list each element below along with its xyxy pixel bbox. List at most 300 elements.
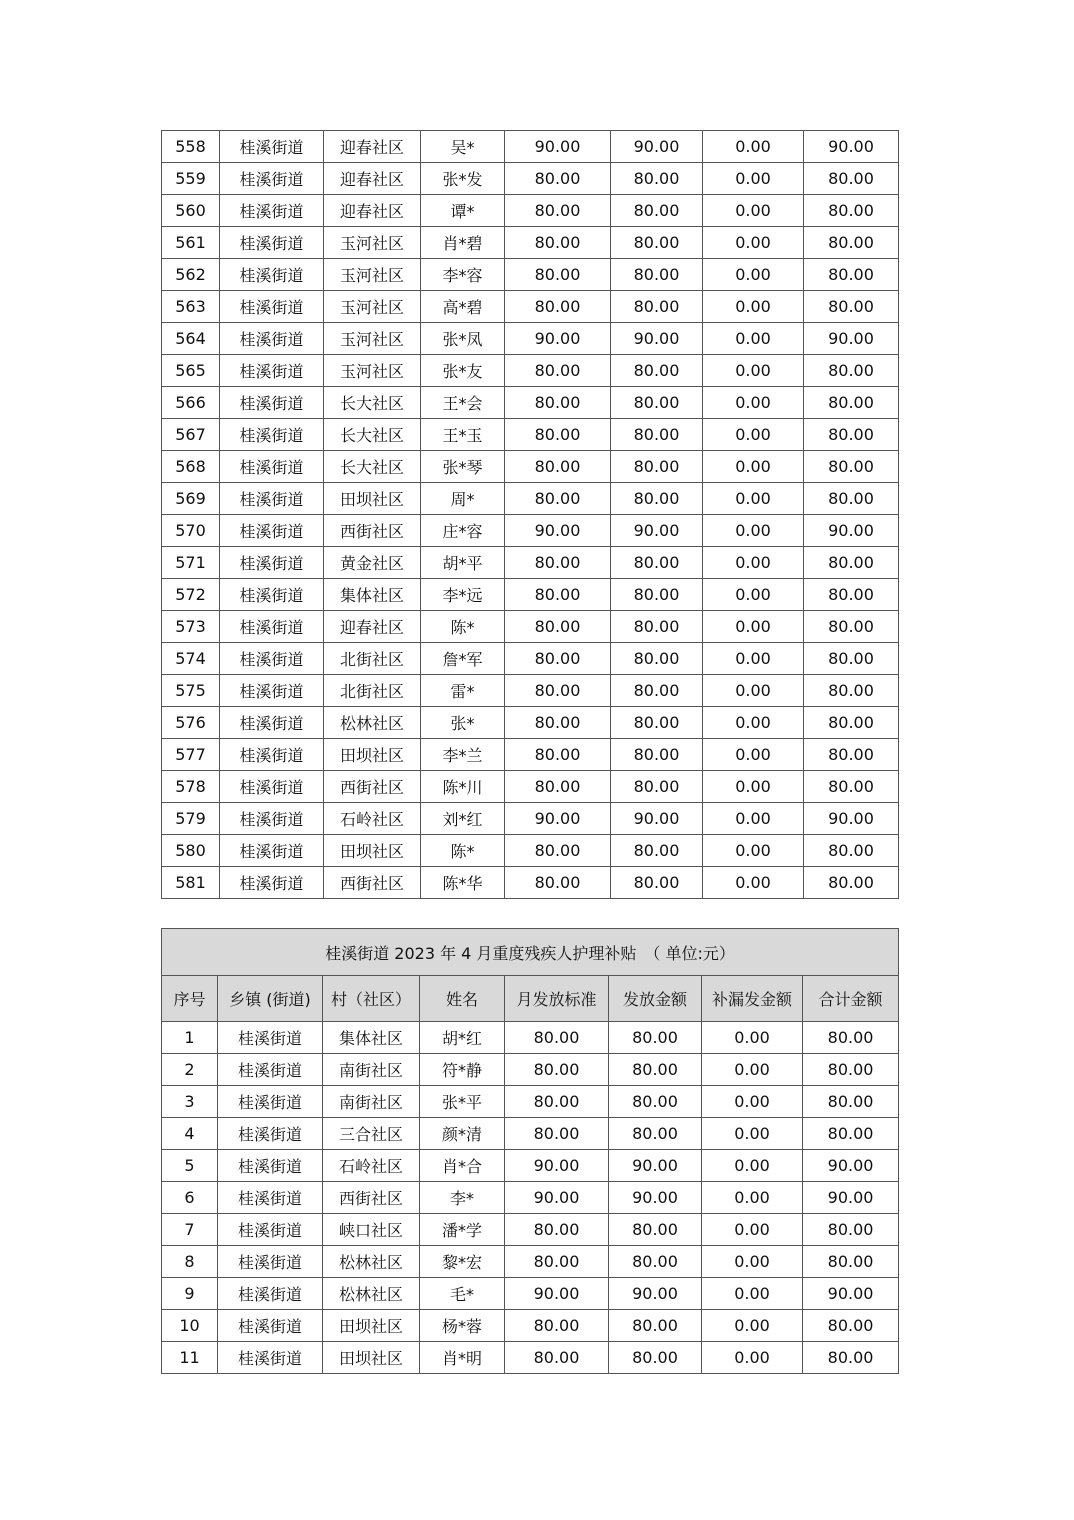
- table-cell: 80.00: [505, 451, 611, 483]
- table-cell: 80.00: [611, 355, 703, 387]
- table-cell: 80.00: [609, 1054, 702, 1086]
- table-cell: 80.00: [505, 355, 611, 387]
- table-cell: 80.00: [803, 1054, 899, 1086]
- table-cell: 80.00: [804, 419, 899, 451]
- table-cell: 桂溪街道: [220, 835, 324, 867]
- table-row: [162, 867, 899, 899]
- table-cell: 80.00: [505, 1086, 609, 1118]
- column-header: 发放金额: [609, 976, 702, 1022]
- table-cell: 峡口社区: [323, 1214, 420, 1246]
- table-cell: 6: [162, 1182, 218, 1214]
- table-cell: 桂溪街道: [218, 1022, 323, 1054]
- table-cell: 桂溪街道: [220, 611, 324, 643]
- table-cell: 陈*: [421, 611, 505, 643]
- table-cell: 80.00: [505, 291, 611, 323]
- table-cell: 张*发: [421, 163, 505, 195]
- table-row: [162, 131, 899, 163]
- table-row: [162, 515, 899, 547]
- table-cell: 80.00: [505, 611, 611, 643]
- table-row: [162, 291, 899, 323]
- table-cell: 80.00: [505, 707, 611, 739]
- column-header: 乡镇 (街道): [218, 976, 323, 1022]
- table-cell: 90.00: [609, 1150, 702, 1182]
- table-cell: 90.00: [803, 1182, 899, 1214]
- table-cell: 李*容: [421, 259, 505, 291]
- table-cell: 0.00: [703, 163, 804, 195]
- table-cell: 80.00: [804, 547, 899, 579]
- table-cell: 0.00: [703, 195, 804, 227]
- table-cell: 80.00: [804, 163, 899, 195]
- table-cell: 桂溪街道: [218, 1054, 323, 1086]
- table-cell: 桂溪街道: [218, 1310, 323, 1342]
- table-cell: 80.00: [804, 643, 899, 675]
- table-cell: 90.00: [505, 1278, 609, 1310]
- table-cell: 桂溪街道: [220, 515, 324, 547]
- table-cell: 李*远: [421, 579, 505, 611]
- table-cell: 80.00: [609, 1342, 702, 1374]
- table-cell: 90.00: [804, 323, 899, 355]
- table-row: [162, 835, 899, 867]
- table-cell: 李*: [420, 1182, 505, 1214]
- table-cell: 561: [162, 227, 220, 259]
- table-cell: 0.00: [703, 835, 804, 867]
- table-cell: 桂溪街道: [218, 1118, 323, 1150]
- table-cell: 桂溪街道: [220, 547, 324, 579]
- table-cell: 80.00: [505, 1118, 609, 1150]
- table-cell: 80.00: [804, 867, 899, 899]
- table-cell: 北街社区: [324, 675, 421, 707]
- table-row: [162, 803, 899, 835]
- table-cell: 80.00: [505, 483, 611, 515]
- table-cell: 2: [162, 1054, 218, 1086]
- table-cell: 桂溪街道: [220, 451, 324, 483]
- table-cell: 0.00: [703, 451, 804, 483]
- table-cell: 王*玉: [421, 419, 505, 451]
- table-cell: 80.00: [609, 1086, 702, 1118]
- table-cell: 迎春社区: [324, 195, 421, 227]
- table-cell: 80.00: [505, 771, 611, 803]
- table-cell: 0.00: [703, 291, 804, 323]
- table-cell: 80.00: [611, 387, 703, 419]
- table-cell: 桂溪街道: [220, 803, 324, 835]
- table-cell: 王*会: [421, 387, 505, 419]
- table-cell: 558: [162, 131, 220, 163]
- table-cell: 长大社区: [324, 451, 421, 483]
- table-cell: 陈*华: [421, 867, 505, 899]
- table-cell: 559: [162, 163, 220, 195]
- table-row: [162, 643, 899, 675]
- table-cell: 80.00: [803, 1342, 899, 1374]
- table-cell: 0.00: [703, 803, 804, 835]
- table-cell: 80.00: [505, 163, 611, 195]
- table-cell: 玉河社区: [324, 291, 421, 323]
- table-cell: 80.00: [505, 419, 611, 451]
- table-cell: 80.00: [611, 643, 703, 675]
- table-cell: 桂溪街道: [220, 227, 324, 259]
- table-cell: 陈*川: [421, 771, 505, 803]
- table-row: [162, 547, 899, 579]
- table-cell: 0.00: [702, 1246, 803, 1278]
- table-cell: 田坝社区: [324, 835, 421, 867]
- table-cell: 0.00: [702, 1310, 803, 1342]
- table-row: [162, 1310, 899, 1342]
- table-cell: 0.00: [702, 1150, 803, 1182]
- table-cell: 桂溪街道: [220, 483, 324, 515]
- table-cell: 90.00: [804, 515, 899, 547]
- table-row: [162, 1086, 899, 1118]
- table-cell: 西街社区: [324, 515, 421, 547]
- table-cell: 1: [162, 1022, 218, 1054]
- table-cell: 80.00: [611, 739, 703, 771]
- table-cell: 80.00: [611, 707, 703, 739]
- table-cell: 564: [162, 323, 220, 355]
- table-cell: 576: [162, 707, 220, 739]
- column-header: 序号: [162, 976, 218, 1022]
- table-cell: 80.00: [611, 259, 703, 291]
- table-cell: 肖*合: [420, 1150, 505, 1182]
- table-cell: 玉河社区: [324, 355, 421, 387]
- table-cell: 桂溪街道: [220, 195, 324, 227]
- table-cell: 0.00: [703, 483, 804, 515]
- table-row: [162, 1118, 899, 1150]
- table-cell: 0.00: [702, 1278, 803, 1310]
- table-cell: 南街社区: [323, 1086, 420, 1118]
- table-cell: 松林社区: [324, 707, 421, 739]
- table-cell: 574: [162, 643, 220, 675]
- table-cell: 80.00: [803, 1022, 899, 1054]
- table-cell: 569: [162, 483, 220, 515]
- table-cell: 0.00: [703, 227, 804, 259]
- table-cell: 580: [162, 835, 220, 867]
- table-cell: 80.00: [505, 1342, 609, 1374]
- table-cell: 90.00: [505, 803, 611, 835]
- table-cell: 西街社区: [323, 1182, 420, 1214]
- table-cell: 80.00: [803, 1118, 899, 1150]
- table-cell: 0.00: [702, 1342, 803, 1374]
- table-cell: 高*碧: [421, 291, 505, 323]
- table-cell: 集体社区: [323, 1022, 420, 1054]
- table-cell: 0.00: [703, 131, 804, 163]
- table-cell: 0.00: [703, 611, 804, 643]
- table-cell: 80.00: [804, 227, 899, 259]
- table-cell: 0.00: [703, 771, 804, 803]
- table-cell: 0.00: [702, 1022, 803, 1054]
- table-cell: 北街社区: [324, 643, 421, 675]
- table-cell: 90.00: [505, 131, 611, 163]
- table-cell: 80.00: [804, 835, 899, 867]
- table-cell: 80.00: [611, 451, 703, 483]
- table-cell: 桂溪街道: [220, 131, 324, 163]
- table-row: [162, 1054, 899, 1086]
- table-row: [162, 611, 899, 643]
- table-cell: 潘*学: [420, 1214, 505, 1246]
- table-row: [162, 355, 899, 387]
- table-cell: 0.00: [703, 515, 804, 547]
- table-cell: 刘*红: [421, 803, 505, 835]
- table-cell: 松林社区: [323, 1246, 420, 1278]
- table-cell: 田坝社区: [324, 739, 421, 771]
- table-cell: 570: [162, 515, 220, 547]
- continuation-table-body: [162, 131, 899, 899]
- table-row: [162, 483, 899, 515]
- subsidy-table: [161, 928, 899, 1374]
- table-cell: 0.00: [703, 643, 804, 675]
- table-cell: 80.00: [803, 1086, 899, 1118]
- column-header: 合计金额: [803, 976, 899, 1022]
- table-cell: 90.00: [505, 323, 611, 355]
- table-cell: 80.00: [505, 195, 611, 227]
- table-cell: 80.00: [505, 227, 611, 259]
- table-cell: 90.00: [803, 1278, 899, 1310]
- table-cell: 90.00: [505, 515, 611, 547]
- table-cell: 80.00: [609, 1214, 702, 1246]
- table-cell: 雷*: [421, 675, 505, 707]
- table-cell: 90.00: [609, 1182, 702, 1214]
- column-header: 月发放标准: [505, 976, 609, 1022]
- table-row: [162, 739, 899, 771]
- table-cell: 80.00: [804, 387, 899, 419]
- table-cell: 桂溪街道: [220, 355, 324, 387]
- table-cell: 肖*明: [420, 1342, 505, 1374]
- table-cell: 桂溪街道: [218, 1278, 323, 1310]
- table-cell: 80.00: [505, 259, 611, 291]
- table-cell: 565: [162, 355, 220, 387]
- table-cell: 张*平: [420, 1086, 505, 1118]
- table-cell: 80.00: [611, 195, 703, 227]
- table-row: [162, 451, 899, 483]
- table-cell: 80.00: [611, 419, 703, 451]
- table-row: [162, 1342, 899, 1374]
- table-cell: 80.00: [611, 579, 703, 611]
- table-cell: 80.00: [611, 483, 703, 515]
- table-cell: 80.00: [505, 867, 611, 899]
- column-header: 补漏发金额: [702, 976, 803, 1022]
- table-cell: 90.00: [611, 131, 703, 163]
- table-cell: 575: [162, 675, 220, 707]
- table-cell: 桂溪街道: [220, 675, 324, 707]
- table-cell: 桂溪街道: [218, 1150, 323, 1182]
- table-cell: 吴*: [421, 131, 505, 163]
- table-cell: 0.00: [703, 867, 804, 899]
- table-cell: 桂溪街道: [220, 323, 324, 355]
- table-cell: 南街社区: [323, 1054, 420, 1086]
- table-cell: 松林社区: [323, 1278, 420, 1310]
- table-cell: 桂溪街道: [218, 1342, 323, 1374]
- table-cell: 田坝社区: [323, 1342, 420, 1374]
- table-cell: 581: [162, 867, 220, 899]
- table-title: 桂溪街道 2023 年 4 月重度残疾人护理补贴 （ 单位:元）: [162, 929, 899, 976]
- table-cell: 李*兰: [421, 739, 505, 771]
- table-cell: 0.00: [703, 259, 804, 291]
- table-row: [162, 1214, 899, 1246]
- table-cell: 573: [162, 611, 220, 643]
- table-cell: 胡*平: [421, 547, 505, 579]
- table-cell: 张*友: [421, 355, 505, 387]
- table-row: [162, 771, 899, 803]
- table-cell: 90.00: [609, 1278, 702, 1310]
- table-cell: 560: [162, 195, 220, 227]
- table-cell: 周*: [421, 483, 505, 515]
- table-cell: 11: [162, 1342, 218, 1374]
- table-cell: 80.00: [505, 643, 611, 675]
- table-cell: 80.00: [609, 1022, 702, 1054]
- table-cell: 80.00: [505, 675, 611, 707]
- table-cell: 桂溪街道: [220, 707, 324, 739]
- table-cell: 80.00: [803, 1214, 899, 1246]
- table-row: [162, 163, 899, 195]
- table-cell: 玉河社区: [324, 259, 421, 291]
- table-row: [162, 1150, 899, 1182]
- table-cell: 田坝社区: [323, 1310, 420, 1342]
- table-cell: 肖*碧: [421, 227, 505, 259]
- table-cell: 7: [162, 1214, 218, 1246]
- table-cell: 80.00: [505, 739, 611, 771]
- table-cell: 西街社区: [324, 771, 421, 803]
- table-cell: 80.00: [804, 771, 899, 803]
- table-row: [162, 259, 899, 291]
- table-cell: 90.00: [803, 1150, 899, 1182]
- table-cell: 80.00: [611, 675, 703, 707]
- table-row: [162, 227, 899, 259]
- table-cell: 桂溪街道: [220, 739, 324, 771]
- table-cell: 迎春社区: [324, 131, 421, 163]
- table-cell: 563: [162, 291, 220, 323]
- table-row: [162, 579, 899, 611]
- table-cell: 桂溪街道: [220, 387, 324, 419]
- table-cell: 80.00: [803, 1310, 899, 1342]
- table-cell: 0.00: [703, 739, 804, 771]
- table-cell: 10: [162, 1310, 218, 1342]
- table-cell: 符*静: [420, 1054, 505, 1086]
- table-row: [162, 1022, 899, 1054]
- table-cell: 80.00: [611, 835, 703, 867]
- table-cell: 80.00: [804, 291, 899, 323]
- table-cell: 桂溪街道: [220, 643, 324, 675]
- table-row: [162, 1278, 899, 1310]
- column-header: 村（社区）: [323, 976, 420, 1022]
- table-cell: 黎*宏: [420, 1246, 505, 1278]
- table-header-row: [162, 976, 899, 1022]
- table-row: [162, 419, 899, 451]
- table-cell: 玉河社区: [324, 323, 421, 355]
- table-cell: 568: [162, 451, 220, 483]
- table-cell: 566: [162, 387, 220, 419]
- table-cell: 8: [162, 1246, 218, 1278]
- table-cell: 桂溪街道: [220, 771, 324, 803]
- table-cell: 0.00: [703, 675, 804, 707]
- table-cell: 80.00: [609, 1310, 702, 1342]
- table-cell: 桂溪街道: [220, 259, 324, 291]
- continuation-table: [161, 130, 899, 899]
- table-cell: 迎春社区: [324, 611, 421, 643]
- table-cell: 长大社区: [324, 419, 421, 451]
- table-cell: 桂溪街道: [220, 291, 324, 323]
- table-cell: 80.00: [611, 771, 703, 803]
- table-cell: 579: [162, 803, 220, 835]
- table-cell: 80.00: [609, 1118, 702, 1150]
- table-row: [162, 1182, 899, 1214]
- table-cell: 90.00: [804, 803, 899, 835]
- table-cell: 颜*清: [420, 1118, 505, 1150]
- table-cell: 562: [162, 259, 220, 291]
- table-cell: 0.00: [703, 579, 804, 611]
- table-cell: 5: [162, 1150, 218, 1182]
- table-cell: 80.00: [611, 291, 703, 323]
- table-cell: 三合社区: [323, 1118, 420, 1150]
- table-cell: 80.00: [505, 1214, 609, 1246]
- table-cell: 0.00: [702, 1214, 803, 1246]
- table-cell: 80.00: [611, 867, 703, 899]
- table-cell: 迎春社区: [324, 163, 421, 195]
- table-cell: 80.00: [505, 387, 611, 419]
- table-cell: 3: [162, 1086, 218, 1118]
- table-cell: 80.00: [505, 579, 611, 611]
- table-row: [162, 195, 899, 227]
- table-cell: 桂溪街道: [220, 419, 324, 451]
- table-cell: 桂溪街道: [218, 1182, 323, 1214]
- table-cell: 0.00: [702, 1118, 803, 1150]
- table-cell: 詹*军: [421, 643, 505, 675]
- table-cell: 80.00: [611, 611, 703, 643]
- table-cell: 578: [162, 771, 220, 803]
- table-cell: 80.00: [611, 227, 703, 259]
- table-cell: 桂溪街道: [220, 579, 324, 611]
- table-cell: 0.00: [703, 547, 804, 579]
- table-cell: 0.00: [703, 707, 804, 739]
- table-cell: 80.00: [505, 835, 611, 867]
- table-cell: 90.00: [505, 1182, 609, 1214]
- table-cell: 4: [162, 1118, 218, 1150]
- table-cell: 571: [162, 547, 220, 579]
- table-cell: 572: [162, 579, 220, 611]
- table-cell: 577: [162, 739, 220, 771]
- table-cell: 桂溪街道: [218, 1214, 323, 1246]
- table-cell: 田坝社区: [324, 483, 421, 515]
- column-header: 姓名: [420, 976, 505, 1022]
- table-cell: 0.00: [703, 323, 804, 355]
- table-cell: 桂溪街道: [220, 867, 324, 899]
- table-cell: 0.00: [702, 1054, 803, 1086]
- table-cell: 0.00: [702, 1086, 803, 1118]
- table-cell: 0.00: [703, 355, 804, 387]
- table-cell: 80.00: [505, 1310, 609, 1342]
- table-row: [162, 387, 899, 419]
- table-cell: 80.00: [611, 163, 703, 195]
- table-cell: 毛*: [420, 1278, 505, 1310]
- table-cell: 80.00: [505, 547, 611, 579]
- table-cell: 90.00: [505, 1150, 609, 1182]
- table-cell: 80.00: [804, 611, 899, 643]
- table-cell: 长大社区: [324, 387, 421, 419]
- table-cell: 桂溪街道: [218, 1246, 323, 1278]
- table-cell: 桂溪街道: [218, 1086, 323, 1118]
- table-cell: 80.00: [804, 483, 899, 515]
- table-title-row: [162, 929, 899, 976]
- table-row: [162, 1246, 899, 1278]
- table-cell: 杨*蓉: [420, 1310, 505, 1342]
- table-cell: 0.00: [702, 1182, 803, 1214]
- table-cell: 0.00: [703, 387, 804, 419]
- table-cell: 张*琴: [421, 451, 505, 483]
- table-cell: 80.00: [804, 675, 899, 707]
- table-cell: 胡*红: [420, 1022, 505, 1054]
- table-cell: 567: [162, 419, 220, 451]
- table-cell: 90.00: [611, 323, 703, 355]
- table-cell: 集体社区: [324, 579, 421, 611]
- table-cell: 90.00: [804, 131, 899, 163]
- table-cell: 张*凤: [421, 323, 505, 355]
- table-cell: 80.00: [609, 1246, 702, 1278]
